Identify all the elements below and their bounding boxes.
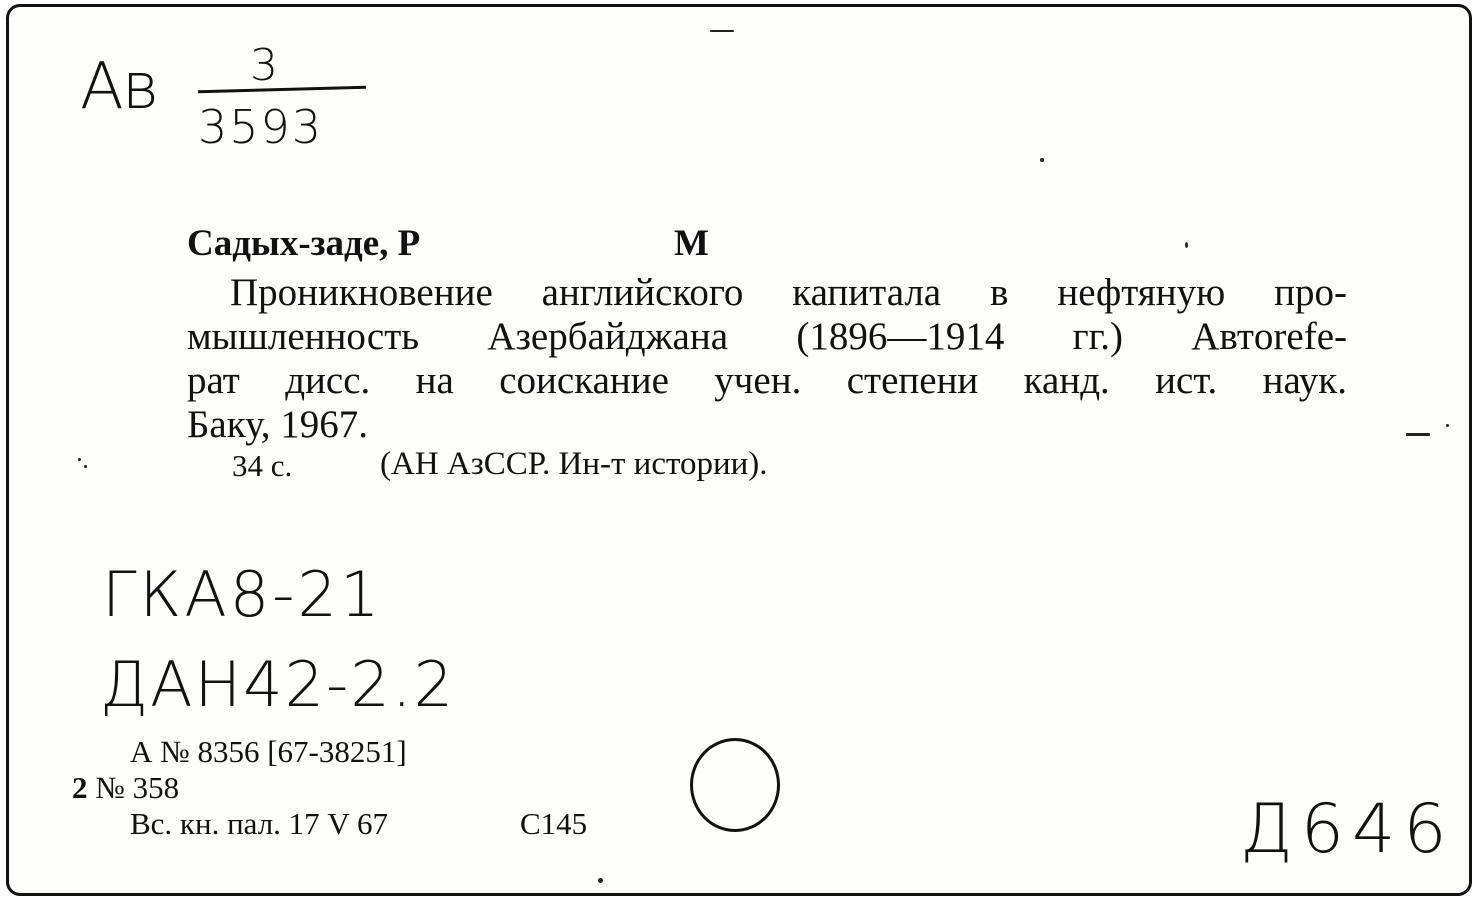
registration-line-3: Вс. кн. пал. 17 V 67 <box>130 806 389 841</box>
stamp-circle <box>690 738 780 832</box>
title-line-3: рат дисс. на соискание учен. степени канд. ист. наук. <box>187 359 1347 402</box>
registration-line-1: А № 8356 [67-38251] <box>130 734 407 769</box>
author-heading: Садых-заде, Р <box>187 223 421 264</box>
title-line-4: Баку, 1967. <box>187 403 368 446</box>
shelfmark-prefix: Ав <box>80 50 158 124</box>
registration-line-2 <box>72 770 179 806</box>
speck <box>710 30 734 32</box>
title-line-2: мышленность Азербайджана (1896—1914 гг.) Автorefe- <box>187 315 1347 358</box>
speck <box>78 458 81 461</box>
registration-line-2-rest: № 358 <box>87 770 180 805</box>
speck <box>1185 242 1188 248</box>
inventory-number: Д646 <box>1240 790 1455 869</box>
collation: 34 с. <box>232 448 293 483</box>
speck <box>1406 433 1430 436</box>
title-line-1: Проникновение английского капитала в нефтяную про- <box>230 271 1347 314</box>
speck <box>84 465 87 468</box>
author-initial: М <box>674 223 709 264</box>
registration-code: С145 <box>520 806 588 841</box>
class-code-1: ГКА8-21 <box>102 558 383 631</box>
registration-copy-count: 2 <box>72 770 88 805</box>
shelfmark-denominator: 3593 <box>198 100 324 154</box>
speck <box>1446 424 1449 427</box>
class-code-2: ДАН42-2.2 <box>100 648 456 721</box>
speck <box>598 878 603 883</box>
series-note: (АН АзССР. Ин-т истории). <box>380 446 768 482</box>
speck <box>1040 158 1044 162</box>
shelfmark-numerator: 3 <box>250 40 278 91</box>
